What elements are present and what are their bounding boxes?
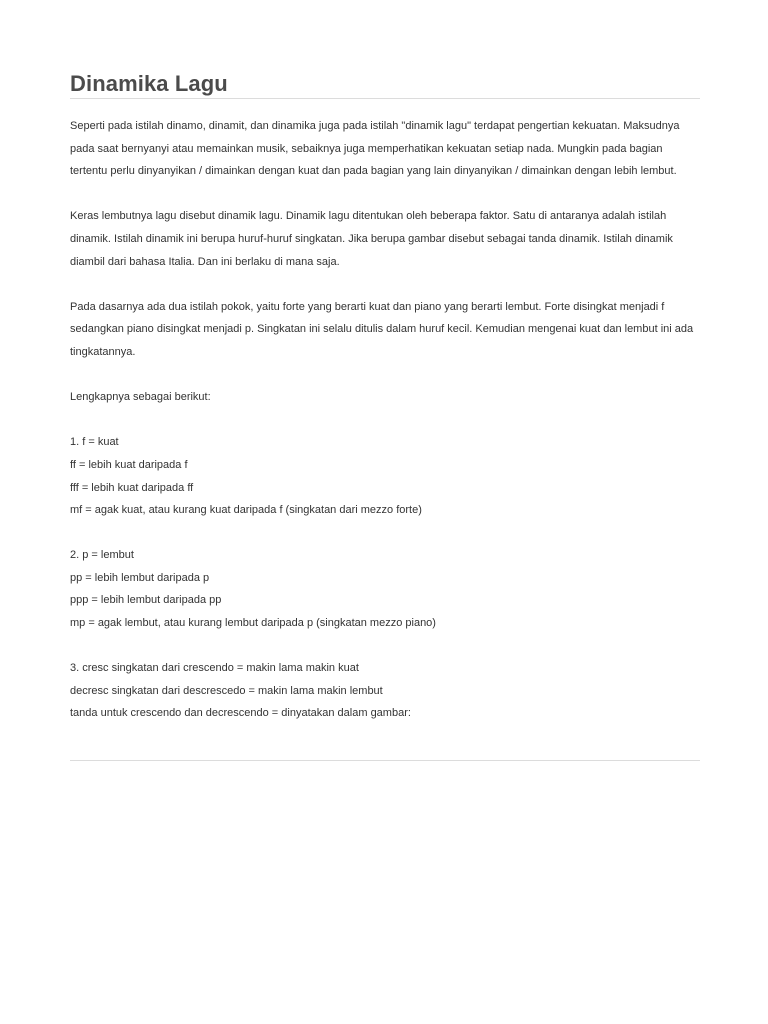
list-group-forte [70,431,700,521]
list-item: mp = agak lembut, atau kurang lembut daripada p (singkatan mezzo piano) [70,617,436,630]
list-group-piano [70,544,700,634]
list-item: mf = agak kuat, atau kurang kuat daripada f (singkatan dari mezzo forte) [70,504,422,517]
paragraph-forte-piano [70,296,700,364]
list-item: ff = lebih kuat daripada f [70,458,188,471]
paragraph-text: Pada dasarnya ada dua istilah pokok, yaitu forte yang berarti kuat dan piano yang berarti lembut. Forte disingkat menjadi f sedangkan piano disingkat menjadi p. Singkatan ini selalu ditulis dalam huruf kecil. Kemudian mengenai kuat dan lembut ini ada tingkatannya. [70,300,694,358]
paragraph-text: Lengkapnya sebagai berikut: [70,391,211,404]
list-item: fff = lebih kuat daripada ff [70,481,194,494]
paragraph-text: Seperti pada istilah dinamo, dinamit, dan dinamika juga pada istilah "dinamik lagu" terdapat pengertian kekuatan. Maksudnya pada saat bernyanyi atau memainkan musik, sebaiknya juga memperhatikan kekuatan setiap nada. Mungkin pada bagian tertentu perlu dinyanyikan / dimainkan dengan kuat dan pada bagian yang lain dinyanyikan / dimainkan dengan lebih lembut. [70,120,680,178]
list-group-crescendo [70,657,700,725]
list-item: tanda untuk crescendo dan decrescendo = dinyatakan dalam gambar: [70,707,411,720]
document-content [70,68,700,748]
list-item: 2. p = lembut [70,549,134,562]
list-item: pp = lebih lembut daripada p [70,571,210,584]
bottom-divider [70,760,700,761]
document-title: Dinamika Lagu [70,71,228,96]
paragraph-dynamics-definition [70,205,700,273]
list-item: 1. f = kuat [70,436,119,449]
list-item: ppp = lebih lembut daripada pp [70,594,222,607]
list-item: decresc singkatan dari descrescedo = makin lama makin lembut [70,684,383,697]
list-item: 3. cresc singkatan dari crescendo = makin lama makin kuat [70,662,359,675]
paragraph-intro [70,115,700,183]
paragraph-list-intro [70,386,700,409]
paragraph-text: Keras lembutnya lagu disebut dinamik lagu. Dinamik lagu ditentukan oleh beberapa faktor. Satu di antaranya adalah istilah dinamik. Istilah dinamik ini berupa huruf-huruf singkatan. Jika berupa gambar disebut sebagai tanda dinamik. Istilah dinamik diambil dari bahasa Italia. Dan ini berlaku di mana saja. [70,210,673,268]
